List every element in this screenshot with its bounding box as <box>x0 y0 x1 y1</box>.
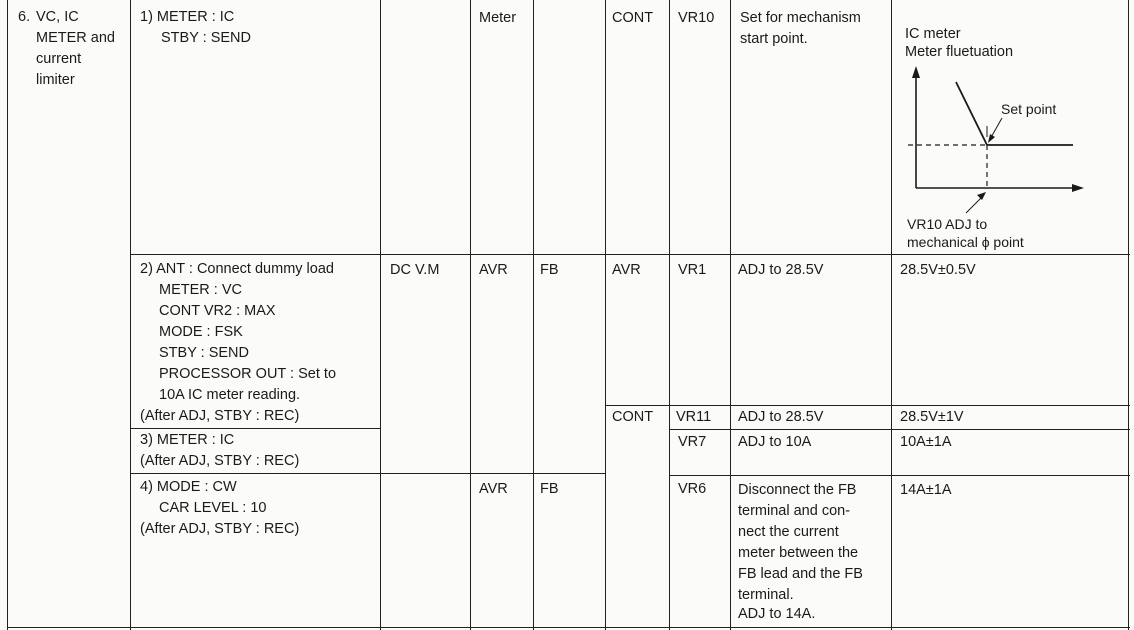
section-title-line: current <box>36 51 82 67</box>
unit-cell: AVR <box>612 262 641 278</box>
spec-cell: 14A±1A <box>900 482 952 498</box>
adj-label-line: VR10 ADJ to <box>907 216 988 232</box>
method-cell: ADJ to 10A <box>738 434 812 450</box>
condition-line: (After ADJ, STBY : REC) <box>140 453 300 469</box>
method-line: terminal. <box>738 587 794 603</box>
vr-cell: VR7 <box>678 434 707 450</box>
section-title-line: VC, IC <box>36 9 79 25</box>
vr-cell: VR10 <box>678 10 715 26</box>
method-line: Set for mechanism <box>740 10 861 26</box>
vr-cell: VR6 <box>678 481 707 497</box>
section-title-line: limiter <box>36 72 75 88</box>
method-cell: ADJ to 28.5V <box>738 262 824 278</box>
graph-title-line: IC meter <box>905 26 961 42</box>
condition-line: (After ADJ, STBY : REC) <box>140 521 300 537</box>
unit-cell: CONT <box>612 10 654 26</box>
set-point-label: Set point <box>1001 101 1057 117</box>
method-line: terminal and con- <box>738 503 851 519</box>
condition-line: 10A IC meter reading. <box>159 387 301 403</box>
condition-line: 3) METER : IC <box>140 432 235 448</box>
unit-cell: CONT <box>612 409 654 425</box>
method-cell: ADJ to 28.5V <box>738 409 824 425</box>
condition-line: STBY : SEND <box>159 345 249 361</box>
meter-cell: Meter <box>479 10 517 26</box>
spec-cell: 28.5V±0.5V <box>900 262 976 278</box>
section-number: 6. <box>18 9 31 25</box>
spec-cell: 10A±1A <box>900 434 952 450</box>
method-line: Disconnect the FB <box>738 482 857 498</box>
section-title-line: METER and <box>36 30 115 46</box>
meter-cell: AVR <box>479 262 508 278</box>
method-line: nect the current <box>738 524 839 540</box>
adj-label-line: mechanical ϕ point <box>907 234 1024 250</box>
terminal-cell: FB <box>540 262 559 278</box>
condition-line: METER : VC <box>159 282 242 298</box>
vr-cell: VR1 <box>678 262 707 278</box>
condition-line: CONT VR2 : MAX <box>159 303 276 319</box>
graph-title-line: Meter fluetuation <box>905 44 1014 60</box>
method-line: ADJ to 14A. <box>738 606 816 622</box>
condition-line: (After ADJ, STBY : REC) <box>140 408 300 424</box>
condition-line: STBY : SEND <box>161 30 251 46</box>
condition-line: CAR LEVEL : 10 <box>159 500 267 516</box>
meter-cell: AVR <box>479 481 508 497</box>
condition-line: 4) MODE : CW <box>140 479 237 495</box>
condition-line: PROCESSOR OUT : Set to <box>159 366 337 382</box>
method-line: start point. <box>740 31 808 47</box>
condition-line: 2) ANT : Connect dummy load <box>140 261 334 277</box>
instrument-cell: DC V.M <box>390 262 440 278</box>
method-line: meter between the <box>738 545 859 561</box>
condition-line: MODE : FSK <box>159 324 243 340</box>
spec-cell: 28.5V±1V <box>900 409 964 425</box>
terminal-cell: FB <box>540 481 559 497</box>
vr-cell: VR11 <box>676 409 712 425</box>
method-line: FB lead and the FB <box>738 566 863 582</box>
condition-line: 1) METER : IC <box>140 9 235 25</box>
